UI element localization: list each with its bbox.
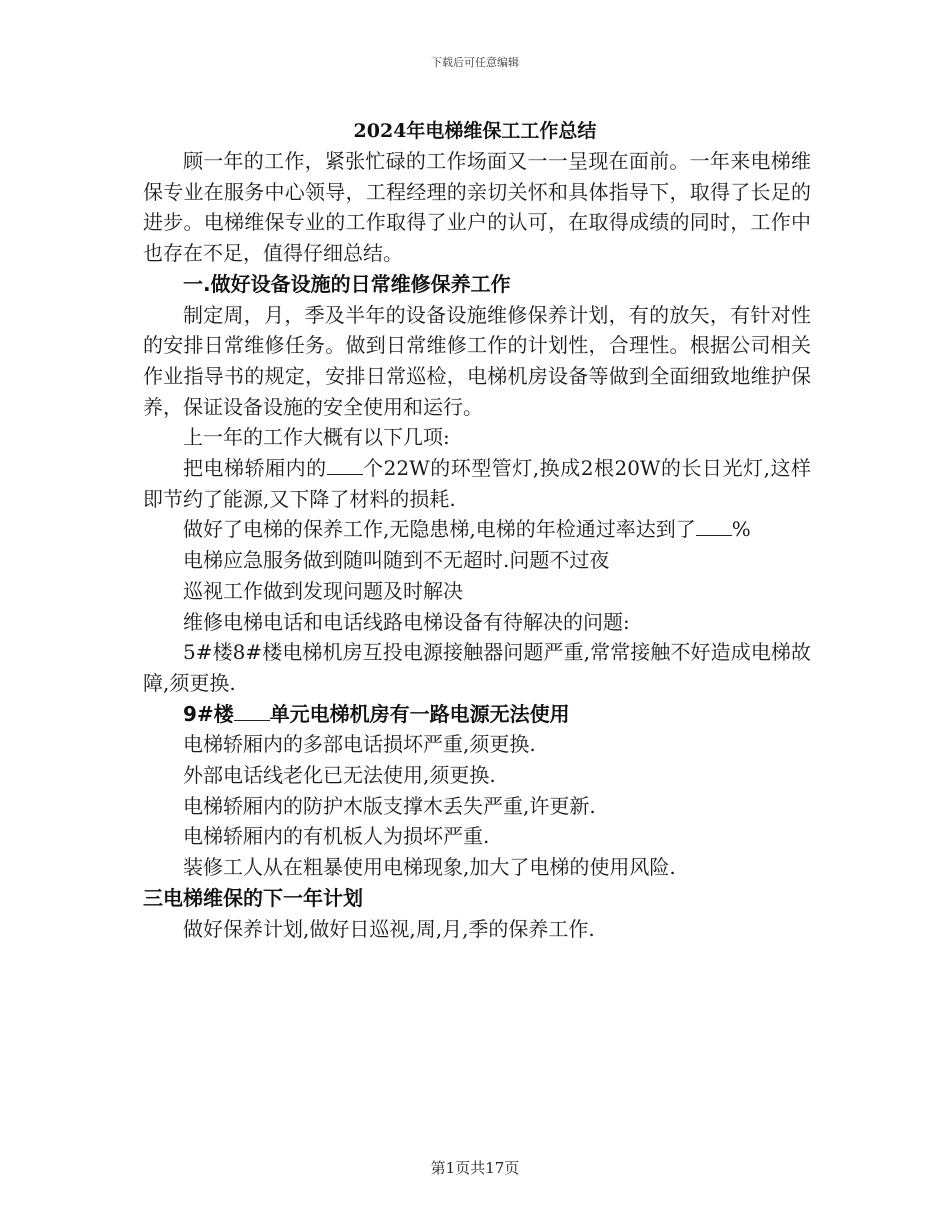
- blank-field: [696, 515, 732, 536]
- issue-item: 外部电话线老化已无法使用,须更换.: [183, 763, 496, 788]
- section1-paragraph-5: 电梯应急服务做到随叫随到不无超时.问题不过夜: [183, 548, 610, 573]
- issue-item: 电梯轿厢内的有机板人为损坏严重.: [183, 824, 490, 849]
- section1-paragraph-8: 5#楼8#楼电梯机房互投电源接触器问题严重,常常接触不好造成电梯故障,须更换.: [143, 640, 811, 695]
- blank-field: [234, 700, 270, 721]
- document-title: 2024年电梯维保工工作总结: [353, 120, 597, 142]
- header-note: 下载后可任意编辑: [431, 56, 519, 69]
- section1-paragraph-1: 制定周，月，季及半年的设备设施维修保养计划，有的放矢，有针对性的安排日常维修任务。做到日常维修工作的计划性，合理性。根据公司相关作业指导书的规定，安排日常巡检，电梯机房设备等做到全面细致地维护保养，保证设备设施的安全使用和运行。: [143, 302, 811, 419]
- section1-paragraph-4: [143, 514, 811, 545]
- issue-item: 电梯轿厢内的多部电话损坏严重,须更换.: [183, 732, 536, 757]
- inspection-text: 做好了电梯的保养工作,无隐患梯,电梯的年检通过率达到了: [183, 517, 696, 542]
- building-label: 9#楼: [183, 701, 234, 726]
- percent-sign: %: [731, 517, 751, 542]
- page-footer: 第1页共17页: [430, 1159, 520, 1177]
- section1-paragraph-2: 上一年的工作大概有以下几项:: [183, 425, 450, 450]
- section3-heading: 三电梯维保的下一年计划: [143, 885, 363, 910]
- section1-paragraph-6: 巡视工作做到发现问题及时解决: [183, 578, 463, 603]
- intro-paragraph: 顾一年的工作，紧张忙碌的工作场面又一一呈现在面前。一年来电梯维保专业在服务中心领导，工程经理的亲切关怀和具体指导下，取得了长足的进步。电梯维保专业的工作取得了业户的认可，在取得成绩的同时，工作中也存在不足，值得仔细总结。: [143, 149, 811, 266]
- section3-paragraph-1: 做好保养计划,做好日巡视,周,月,季的保养工作.: [183, 916, 595, 941]
- section2-heading-text: 单元电梯机房有一路电源无法使用: [269, 701, 570, 726]
- document-body: [143, 146, 811, 944]
- section1-paragraph-7: 维修电梯电话和电话线路电梯设备有待解决的问题:: [183, 609, 630, 634]
- lamp-text-start: 把电梯轿厢内的: [183, 456, 327, 481]
- lamp-text-end: 个22W的环型管灯,换成2根20W的长日光灯,这样即节约了能源,又下降了材料的损耗.: [143, 456, 812, 511]
- issue-item: 装修工人从在粗暴使用电梯现象,加大了电梯的使用风险.: [183, 855, 676, 880]
- section2-heading: [143, 699, 811, 730]
- section1-paragraph-3: [143, 453, 811, 514]
- issue-item: 电梯轿厢内的防护木版支撑木丢失严重,许更新.: [183, 793, 596, 818]
- blank-field: [327, 454, 363, 475]
- section1-heading: 一.做好设备设施的日常维修保养工作: [183, 271, 511, 296]
